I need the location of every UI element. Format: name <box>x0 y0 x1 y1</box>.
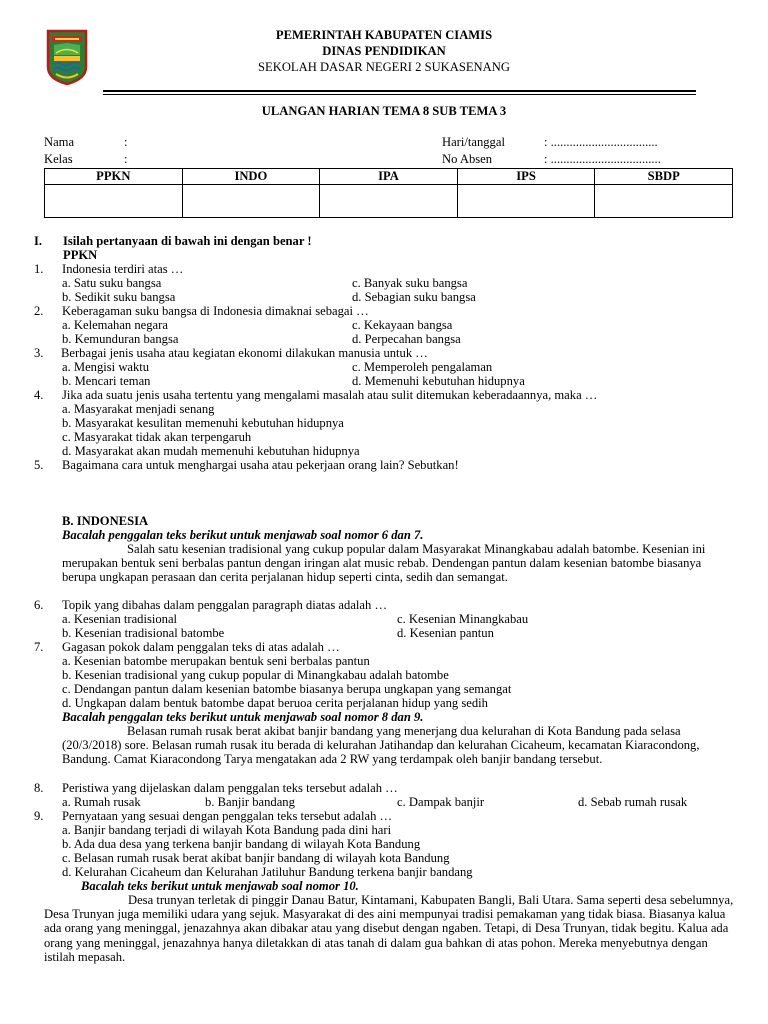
section-instruction: Isilah pertanyaan di bawah ini dengan benar ! <box>63 234 312 248</box>
option-b: b. Kesenian tradisional yang cukup popular di Minangkabau adalah batombe <box>62 668 449 682</box>
option-a: a. Kesenian tradisional <box>62 612 178 626</box>
grade-header-ipa: IPA <box>320 169 458 185</box>
question-text: Topik yang dibahas dalam penggalan paragraph diatas adalah … <box>62 598 388 612</box>
question-text: Pernyataan yang sesuai dengan penggalan teks tersebut adalah … <box>62 809 393 823</box>
question-number: 5. <box>34 458 44 472</box>
header-government: PEMERINTAH KABUPATEN CIAMIS <box>275 28 493 42</box>
question-number: 9. <box>34 809 44 823</box>
page-title: ULANGAN HARIAN TEMA 8 SUB TEMA 3 <box>261 104 507 118</box>
class-label: Kelas <box>44 152 73 166</box>
header-department: DINAS PENDIDIKAN <box>322 44 446 58</box>
question-number: 4. <box>34 388 44 402</box>
option-d: d. Ungkapan dalam bentuk batombe dapat beruoa cerita perjalanan hidup yang sedih <box>62 696 488 710</box>
option-c: c. Kesenian Minangkabau <box>397 612 529 626</box>
absen-label: No Absen <box>442 152 493 166</box>
date-label: Hari/tanggal <box>442 135 505 149</box>
option-c: c. Kekayaan bangsa <box>352 318 453 332</box>
question-number: 7. <box>34 640 44 654</box>
section-number: I. <box>34 234 43 248</box>
question-text: Peristiwa yang dijelaskan dalam penggalan teks tersebut adalah … <box>62 781 398 795</box>
name-label: Nama <box>44 135 75 149</box>
question-text: Keberagaman suku bangsa di Indonesia dimaknai sebagai … <box>62 304 369 318</box>
reading-instruction: Bacalah penggalan teks berikut untuk menjawab soal nomor 8 dan 9. <box>62 710 424 724</box>
question-text: Jika ada suatu jenis usaha tertentu yang mengalami masalah atau sulit ditemukan keberadaannya, maka … <box>62 388 598 402</box>
option-b: b. Mencari teman <box>62 374 151 388</box>
option-b: b. Sedikit suku bangsa <box>62 290 176 304</box>
reading-passage-banjir: Belasan rumah rusak berat akibat banjir bandang yang menerjang dua kelurahan di Kota Bandung pada selasa (20/3/2018) sore. Belasan rumah rusak itu berada di kelurahan Jatihandap dan kelurahan Cicaheum, kecamatan Kiaracondong, Bandung. Camat Kiaracondong Tarya mengatakan ada 2 RW yang terdampak oleh banjir bandang tersebut. <box>62 724 700 767</box>
grade-cell-sbdp[interactable] <box>595 185 733 218</box>
option-a: a. Satu suku bangsa <box>62 276 162 290</box>
option-b: b. Kemunduran bangsa <box>62 332 179 346</box>
option-d: d. Perpecahan bangsa <box>352 332 461 346</box>
header-divider-thin <box>103 94 696 95</box>
grade-cell-indo[interactable] <box>182 185 320 218</box>
option-a: a. Kelemahan negara <box>62 318 168 332</box>
reading-instruction: Bacalah teks berikut untuk menjawab soal nomor 10. <box>81 879 359 893</box>
name-colon: : <box>124 135 128 149</box>
option-d: d. Masyarakat akan mudah memenuhi kebutuhan hidupnya <box>62 444 360 458</box>
option-c: c. Memperoleh pengalaman <box>352 360 493 374</box>
question-text: Gagasan pokok dalam penggalan teks di atas adalah … <box>62 640 340 654</box>
reading-passage-trunyan: Desa trunyan terletak di pinggir Danau Batur, Kintamani, Kabupaten Bangli, Bali Utara. Sama seperti desa sebelumnya, Desa Trunyan juga memiliki udara yang sejuk. Masyarakat di des aini mempunyai tradisi pemakaman yang tidak biasa. Biasanya kalua ada orang yang meninggal, jenazahnya akan dibakar atau yang disebut dengan ngaben. Tetapi, di Desa Trunyan, tidak begitu. Kalua ada orang yang meninggal, jenazahnya hanya diletakkan di atas tanah di dalam gua bahkan di atas pohon. Mereka menyebutnya dengan istilah mepasah. <box>44 893 734 964</box>
option-a: a. Masyarakat menjadi senang <box>62 402 215 416</box>
option-b: b. Banjir bandang <box>205 795 295 809</box>
option-d: d. Kelurahan Cicaheum dan Kelurahan Jatiluhur Bandung terkena banjir bandang <box>62 865 473 879</box>
option-c: c. Dendangan pantun dalam kesenian batombe biasanya berupa ungkapan yang semangat <box>62 682 512 696</box>
question-text: Indonesia terdiri atas … <box>62 262 184 276</box>
grade-header-ppkn: PPKN <box>45 169 183 185</box>
section-b-title: B. INDONESIA <box>62 514 149 528</box>
option-b: b. Masyarakat kesulitan memenuhi kebutuhan hidupnya <box>62 416 344 430</box>
question-number: 2. <box>34 304 44 318</box>
option-c: c. Dampak banjir <box>397 795 485 809</box>
class-colon: : <box>124 152 128 166</box>
header-school: SEKOLAH DASAR NEGERI 2 SUKASENANG <box>258 60 510 74</box>
question-number: 1. <box>34 262 44 276</box>
question-text: Berbagai jenis usaha atau kegiatan ekonomi dilakukan manusia untuk … <box>61 346 428 360</box>
option-a: a. Kesenian batombe merupakan bentuk seni berbalas pantun <box>62 654 370 668</box>
option-c: c. Banyak suku bangsa <box>352 276 468 290</box>
absen-field[interactable]: : ................................... <box>544 152 661 166</box>
header-divider <box>103 90 696 92</box>
date-field[interactable]: : .................................. <box>544 135 658 149</box>
question-number: 6. <box>34 598 44 612</box>
reading-instruction: Bacalah penggalan teks berikut untuk menjawab soal nomor 6 dan 7. <box>62 528 424 542</box>
grade-cell-ipa[interactable] <box>320 185 458 218</box>
grade-header-ips: IPS <box>457 169 595 185</box>
grade-cell-ips[interactable] <box>457 185 595 218</box>
option-d: d. Memenuhi kebutuhan hidupnya <box>352 374 525 388</box>
grade-table <box>44 168 733 218</box>
subject-ppkn: PPKN <box>63 248 98 262</box>
option-b: b. Ada dua desa yang terkena banjir bandang di wilayah Kota Bandung <box>62 837 421 851</box>
option-d: d. Sebab rumah rusak <box>578 795 688 809</box>
option-a: a. Mengisi waktu <box>62 360 150 374</box>
grade-header-sbdp: SBDP <box>595 169 733 185</box>
grade-header-indo: INDO <box>182 169 320 185</box>
option-c: c. Masyarakat tidak akan terpengaruh <box>62 430 252 444</box>
option-d: d. Kesenian pantun <box>397 626 494 640</box>
option-d: d. Sebagian suku bangsa <box>352 290 476 304</box>
option-c: c. Belasan rumah rusak berat akibat banjir bandang di wilayah kota Bandung <box>62 851 450 865</box>
reading-passage-batombe: Salah satu kesenian tradisional yang cukup popular dalam Masyarakat Minangkabau adalah batombe. Kesenian ini merupakan bentuk seni berbalas pantun dengan iringan alat music rebab. Dendengan pantun dalam kesenian batombe biasanya berupa ungkapan perasaan dan cerita perjalanan hidup seperti cinta, sedih dan semangat. <box>62 542 706 585</box>
question-text: Bagaimana cara untuk menghargai usaha atau pekerjaan orang lain? Sebutkan! <box>62 458 459 472</box>
option-a: a. Rumah rusak <box>62 795 141 809</box>
option-b: b. Kesenian tradisional batombe <box>62 626 225 640</box>
question-number: 3. <box>34 346 44 360</box>
grade-cell-ppkn[interactable] <box>45 185 183 218</box>
option-a: a. Banjir bandang terjadi di wilayah Kota Bandung pada dini hari <box>62 823 392 837</box>
question-number: 8. <box>34 781 44 795</box>
